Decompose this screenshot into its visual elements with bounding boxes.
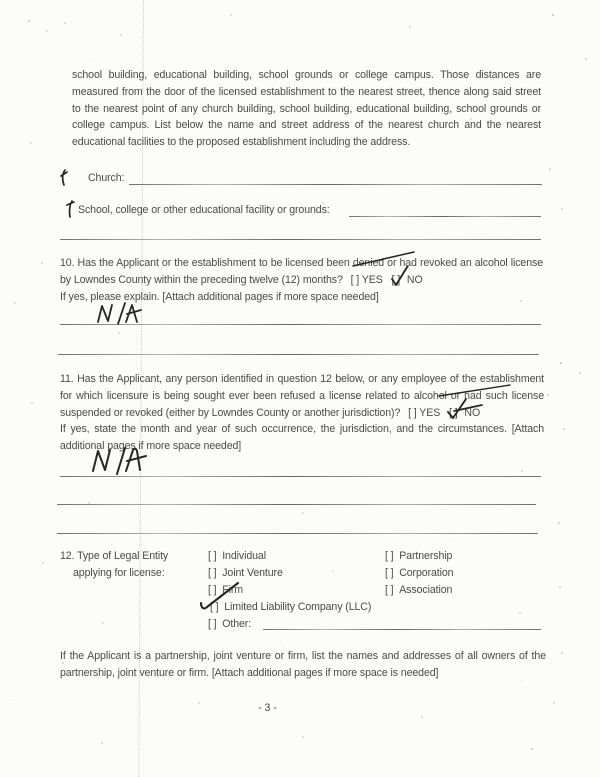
- partnership-note: If the Applicant is a partnership, joint venture or firm, list the names and addresses of all owners of the partnership, joint venture or firm. [Attach additional pages if more space is needed]: [60, 650, 546, 679]
- q12-option-corporation: [ ] Corporation: [385, 567, 454, 579]
- blank-line: [57, 533, 538, 534]
- q11-text: 11. Has the Applicant, any person identified in question 12 below, or any employee of the establishment for which licensure is being sought ever been refused a license related to alcohol or had such license suspended or revoked (either by Lowndes County or another jurisdiction)?: [60, 373, 544, 419]
- q10-if-yes: If yes, please explain. [Attach additional pages if more space needed]: [60, 290, 379, 303]
- q11-no-label: NO: [464, 406, 481, 419]
- q11-if-yes: If yes, state the month and year of such occurrence, the jurisdiction, and the circumstances. [Attach additional pages if more space needed]: [60, 423, 544, 453]
- q12-label-line1: 12. Type of Legal Entity: [60, 550, 169, 562]
- intro-paragraph: school building, educational building, school grounds or college campus. Those distances are measured from the door of the licensed establishment to the nearest street, thence along said street to the nearest point of any church building, school building, educational building, school grounds or college campus. List below the name and street address of the nearest church and the nearest educational facilities to the proposed establishment including the address.: [72, 69, 541, 149]
- q12-option-firm: [ ] Firm: [208, 584, 243, 596]
- handwritten-na-q10: [95, 302, 143, 325]
- q10-text: 10. Has the Applicant or the establishment to be licensed been denied or had revoked an alcohol license by Lowndes County within the preceding twelve (12) months?: [60, 257, 543, 286]
- q10-pen-strike: [352, 250, 416, 268]
- blank-line: [60, 239, 541, 240]
- blank-line: [58, 354, 539, 355]
- q12-option-individual: [ ] Individual: [208, 550, 266, 562]
- blank-line: [57, 504, 536, 505]
- scan-noise: [0, 0, 1, 1]
- church-label: Church:: [88, 172, 125, 184]
- school-answer-line: [349, 216, 541, 217]
- q11-yes-checkbox: [ ] YES: [408, 406, 441, 419]
- church-answer-line: [129, 184, 542, 185]
- q10-no-label: NO: [406, 273, 423, 286]
- q12-option-joint-venture: [ ] Joint Venture: [208, 567, 283, 579]
- q10-yes-checkbox: [ ] YES: [350, 273, 383, 286]
- q12-llc-checkmark-icon: [198, 581, 242, 613]
- pen-mark-church: [58, 168, 69, 187]
- pen-mark-school: [64, 199, 76, 219]
- school-label: School, college or other educational facility or grounds:: [78, 204, 330, 216]
- q11-no-checkbox: [ ]: [449, 405, 458, 422]
- q12-option-other: [ ] Other:: [208, 618, 252, 630]
- page-number: - 3 -: [258, 702, 277, 714]
- q11-pen-strike: [438, 382, 512, 398]
- q12-option-association: [ ] Association: [385, 584, 453, 596]
- q12-option-partnership: [ ] Partnership: [385, 550, 453, 562]
- q12-other-line: [263, 629, 541, 630]
- q12-label-line2: applying for license:: [73, 567, 165, 579]
- handwritten-na-q11: [90, 446, 148, 475]
- question-10: [60, 255, 543, 305]
- q12-option-llc: [ ] Limited Liability Company (LLC): [210, 601, 372, 613]
- q10-answer-line: [60, 324, 541, 325]
- q10-no-checkbox: [ ]: [392, 272, 401, 289]
- q11-answer-line: [60, 476, 541, 477]
